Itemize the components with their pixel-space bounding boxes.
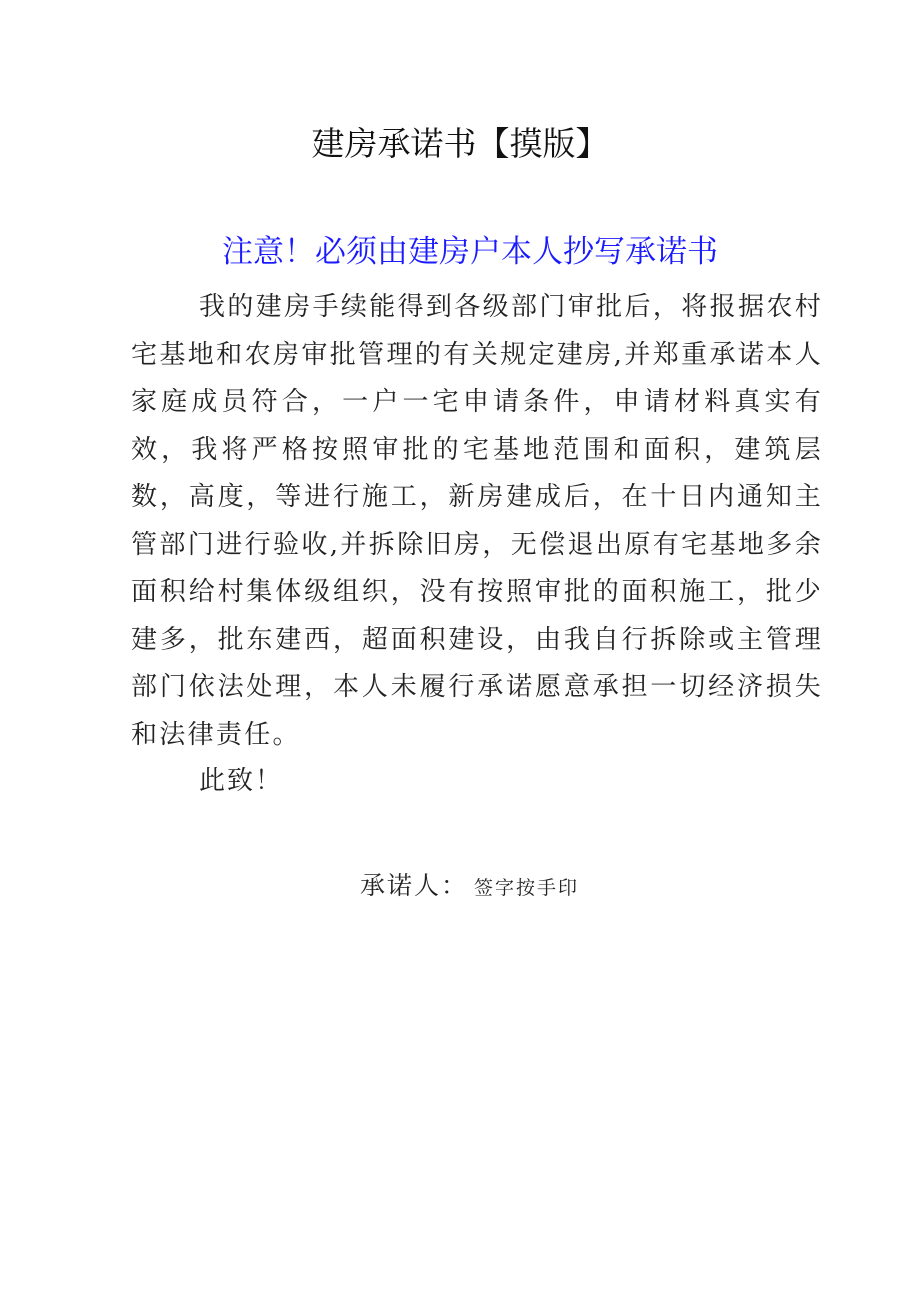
signature-line [360, 866, 579, 902]
document-title: 建房承诺书【摸版】 [311, 124, 609, 163]
body-paragraph: 我的建房手续能得到各级部门审批后，将报据农村宅基地和农房审批管理的有关规定建房,并郑重承诺本人家庭成员符合，一户一宅申请条件，申请材料真实有效，我将严格按照审批的宅基地范围和面积，建筑层数，高度，等进行施工，新房建成后，在十日内通知主管部门进行验收,并拆除旧房，无偿退出原有宅基地多余面积给村集体级组织，没有按照审批的面积施工，批少建多，批东建西，超面积建设，由我自行拆除或主管理部门依法处理，本人未履行承诺愿意承担一切经济损失和法律责任。 [131, 292, 823, 750]
closing-text: 此致！ [199, 766, 284, 796]
signature-note: 签字按手印 [474, 877, 580, 899]
signature-label: 承诺人： [360, 871, 469, 900]
notice-text: 注意！必须由建房户本人抄写承诺书 [222, 234, 718, 270]
